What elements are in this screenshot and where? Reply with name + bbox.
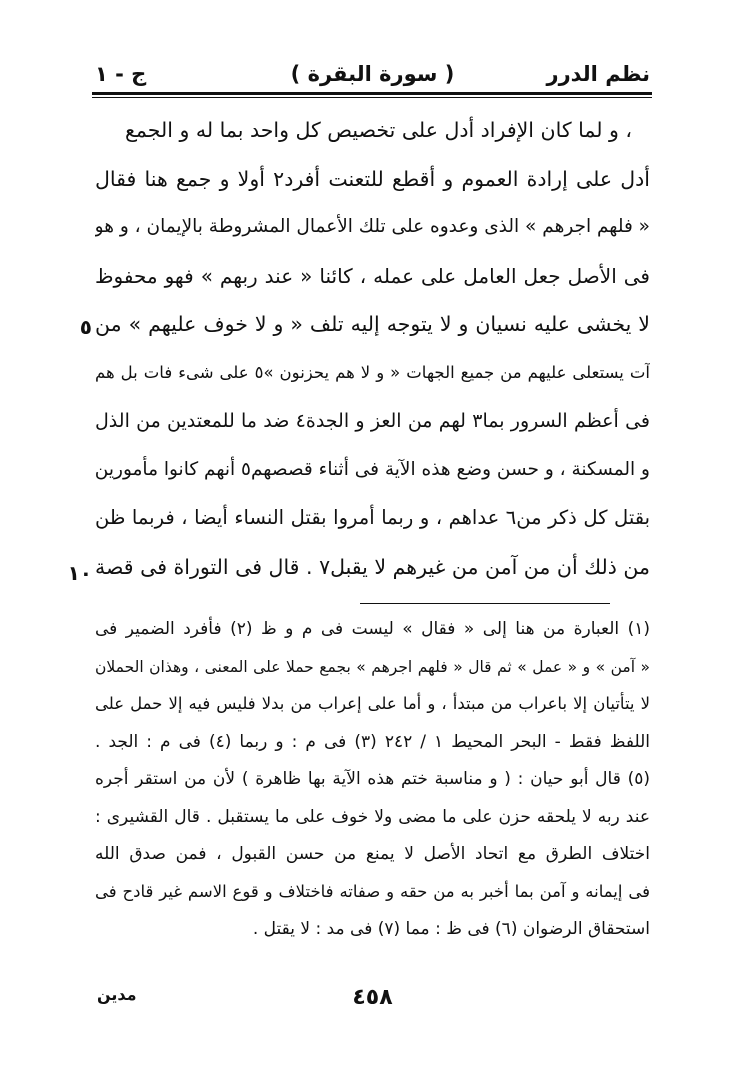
text-line: من ذلك أن من آمن من غيرهم لا يقبل٧ . قال فى التوراة فى قصة — [95, 554, 650, 579]
text-line: و المسكنة ، و حسن وضع هذه الآية فى أثناء قصصهم٥ أنهم كانوا مأمورين — [95, 458, 650, 480]
page-number: ٤٥٨ — [352, 985, 393, 1010]
header-rule-thin — [92, 97, 652, 98]
text-line: أدل على إرادة العموم و أقطع للتعنت أفرد٢ أولا و جمع هنا فقال — [95, 166, 650, 191]
page-header — [95, 58, 650, 92]
text-line: « فلهم اجرهم » الذى وعدوه على تلك الأعمال المشروطة بالإيمان ، و هو — [95, 216, 650, 237]
text-line: ، و لما كان الإفراد أدل على تخصيص كل واحد بما له و الجمع — [125, 118, 632, 142]
text-line: فى الأصل جعل العامل على عمله ، كائنا « عند ربهم » فهو محفوظ — [95, 263, 650, 288]
header-rule-thick — [92, 92, 652, 95]
text-line: بقتل كل ذكر من٦ عداهم ، و ربما أمروا بقتل النساء أيضا ، فربما ظن — [95, 506, 650, 529]
footnote-line: « آمن » و « عمل » ثم قال « فلهم اجرهم » بجمع حملا على المعنى ، وهذان الحملان — [95, 657, 650, 676]
footnote-line: اللفظ فقط - البحر المحيط ١ / ٢٤٢ (٣) فى م : و ربما (٤) فى م : الجد . — [95, 731, 650, 752]
text-line: آت يستعلى عليهم من جميع الجهات « و لا هم يحزنون »٥ على شىء فات بل هم — [95, 362, 650, 382]
text-line: فى أعظم السرور بما٣ لهم من العز و الجدة٤ ضد ما للمعتدين من الذل — [95, 410, 650, 432]
footnote-line: فى إيمانه و آمن بما أخبر به من حقه و صفاته فاختلاف و قوع الاسم غير قادح فى — [95, 881, 650, 901]
footnote-line: (٥) قال أبو حيان : ( و مناسبة ختم هذه الآية بها ظاهرة ) لأن من استقر أجره — [95, 769, 650, 789]
text-line: لا يخشى عليه نسيان و لا يتوجه إليه تلف « و لا خوف عليهم » من — [95, 312, 650, 336]
line-number-10: ١٠ — [67, 561, 92, 585]
book-title: نظم الدرر — [546, 62, 650, 86]
footnotes — [95, 612, 650, 950]
footnote-rule — [360, 603, 610, 604]
footnote-line: عند ربه لا يلحقه حزن على ما مضى ولا خوف على ما يستقبل . قال القشيرى : — [95, 806, 650, 827]
footnote-line: لا يتأتيان إلا باعراب من مبتدأ ، و أما على إعراب من بدلا فليس فيه إلا حمل على — [95, 694, 650, 713]
footnote-line: (١) العبارة من هنا إلى « فقال » ليست فى م و ظ (٢) فأفرد الضمير فى — [95, 619, 650, 639]
volume-label: ج - ١ — [95, 62, 147, 86]
press-mark: مدين — [97, 985, 137, 1004]
page-footer — [95, 985, 650, 1015]
footnote-line: استحقاق الرضوان (٦) فى ظ : مما (٧) فى مد : لا يقتل . — [252, 919, 650, 939]
line-number-5: ٥ — [79, 315, 92, 339]
footnote-line: اختلاف الطرق مع اتحاد الأصل لا يمنع من حسن القبول ، فمن صدق الله — [95, 844, 650, 864]
main-text — [95, 108, 650, 593]
sura-title: ( سورة البقرة ) — [290, 62, 455, 86]
